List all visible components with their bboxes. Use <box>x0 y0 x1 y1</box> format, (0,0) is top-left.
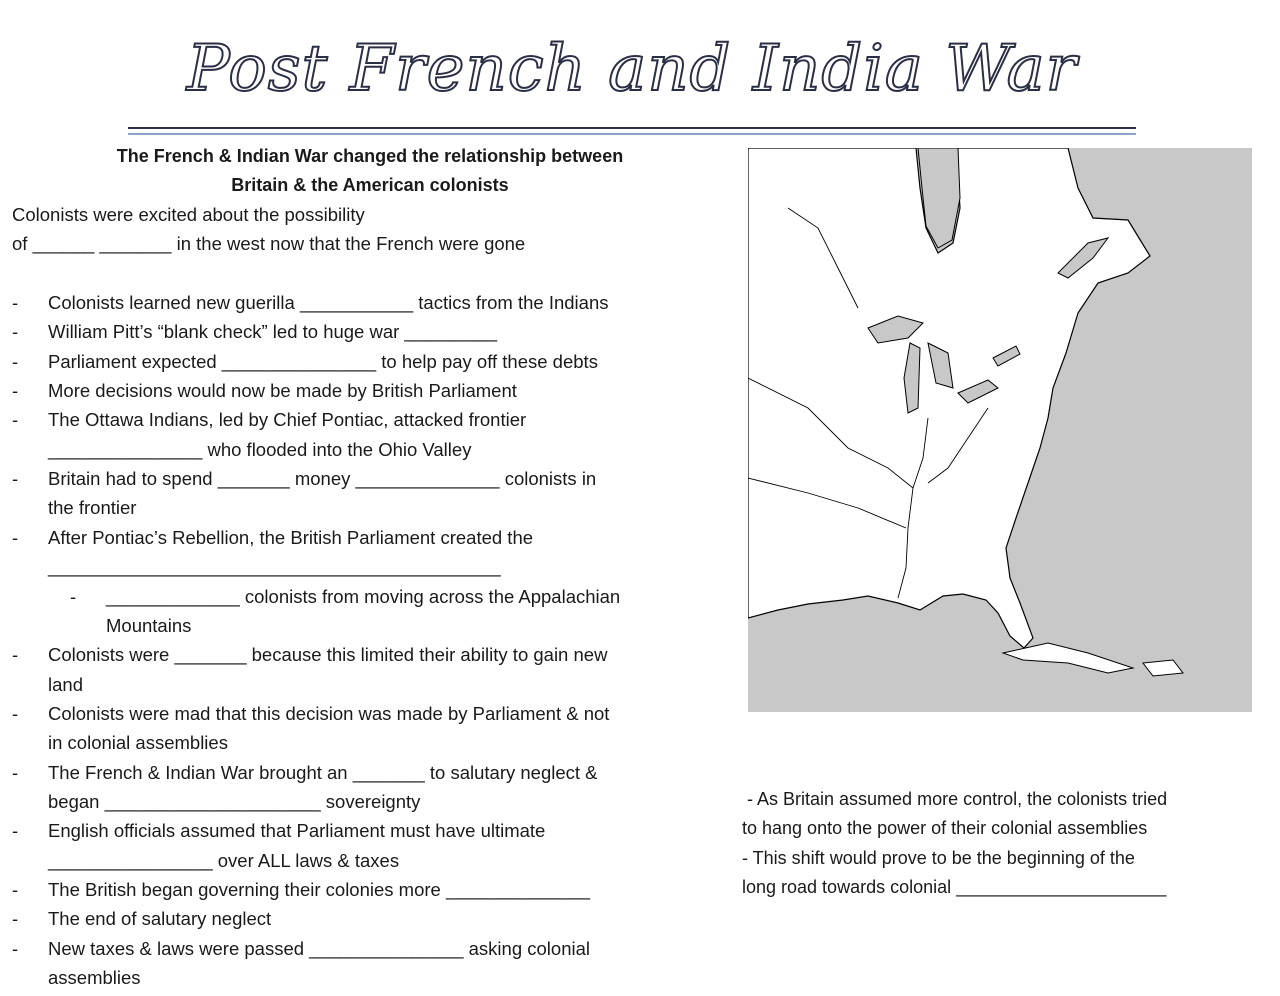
title-underline <box>128 127 1136 135</box>
bullet-text: The Ottawa Indians, led by Chief Pontiac, attacked frontier <box>48 409 527 431</box>
bullet-text: The French & Indian War brought an _______ to salutary neglect & <box>48 761 598 783</box>
bullet-dash: - <box>12 761 19 783</box>
bullet-text: William Pitt’s “blank check” led to huge war _________ <box>48 321 498 343</box>
bullet-dash: - <box>12 908 19 930</box>
bullet-dash: - <box>12 526 19 548</box>
intro-text: of ______ _______ in the west now that the French were gone <box>12 233 526 254</box>
bullet-dash: - <box>12 644 19 666</box>
bullet-text: Britain had to spend _______ money ______________ colonists in <box>48 468 597 490</box>
bullet-text: the frontier <box>48 497 137 519</box>
bullet-text: in colonial assemblies <box>48 732 228 754</box>
bullet-text: ________________ over ALL laws & taxes <box>48 849 400 871</box>
bullet-text: _______________ who flooded into the Ohio Valley <box>48 438 472 460</box>
bullet-text: More decisions would now be made by British Parliament <box>48 380 517 402</box>
bullet-dash: - <box>12 468 19 490</box>
bullet-dash: - <box>12 937 19 959</box>
bullet-dash: - <box>12 820 19 842</box>
intro-text: Colonists were excited about the possibility <box>12 204 365 225</box>
bullet-dash: - <box>12 879 19 900</box>
bullet-dash: - <box>12 350 19 372</box>
section-heading: Britain & the American colonists <box>231 175 509 195</box>
eastern-north-america-map <box>748 148 1252 712</box>
bullet-dash: - <box>12 321 19 343</box>
bullet-text: Parliament expected _______________ to help pay off these debts <box>48 350 598 372</box>
bullet-text: After Pontiac’s Rebellion, the British Parliament created the <box>48 526 534 548</box>
bullet-text: Colonists were mad that this decision was made by Parliament & not <box>48 702 610 724</box>
bullet-text: English officials assumed that Parliament must have ultimate <box>48 820 546 842</box>
bullet-text: _____________ colonists from moving across the Appalachian <box>106 585 621 607</box>
note-text: long road towards colonial _____________________ <box>742 876 1167 897</box>
bullet-text: Mountains <box>106 614 192 636</box>
bullet-text: ____________________________________________ <box>48 556 501 578</box>
bullet-dash: - <box>12 292 19 313</box>
note-text: - As Britain assumed more control, the colonists tried <box>742 789 1168 809</box>
bullet-text: assemblies <box>48 967 141 989</box>
bullet-dash: - <box>12 702 19 724</box>
bullet-text: began _____________________ sovereignty <box>48 790 421 812</box>
bullet-text: New taxes & laws were passed _______________ asking colonial <box>48 937 590 959</box>
bullet-dash: - <box>12 409 19 431</box>
worksheet-title: Post French and India War <box>186 32 1078 106</box>
bullet-dash: - <box>12 380 19 402</box>
bullet-text: The end of salutary neglect <box>48 908 272 930</box>
bullet-text: Colonists learned new guerilla ___________ tactics from the Indians <box>48 292 609 313</box>
note-text: to hang onto the power of their colonial assemblies <box>742 818 1148 839</box>
note-text: - This shift would prove to be the beginning of the <box>742 847 1135 868</box>
section-heading: The French & Indian War changed the relationship between <box>116 146 624 166</box>
bullet-dash: - <box>70 585 77 607</box>
bullet-text: land <box>48 673 83 695</box>
bullet-text: The British began governing their colonies more ______________ <box>48 879 591 900</box>
bullet-text: Colonists were _______ because this limited their ability to gain new <box>48 644 608 666</box>
